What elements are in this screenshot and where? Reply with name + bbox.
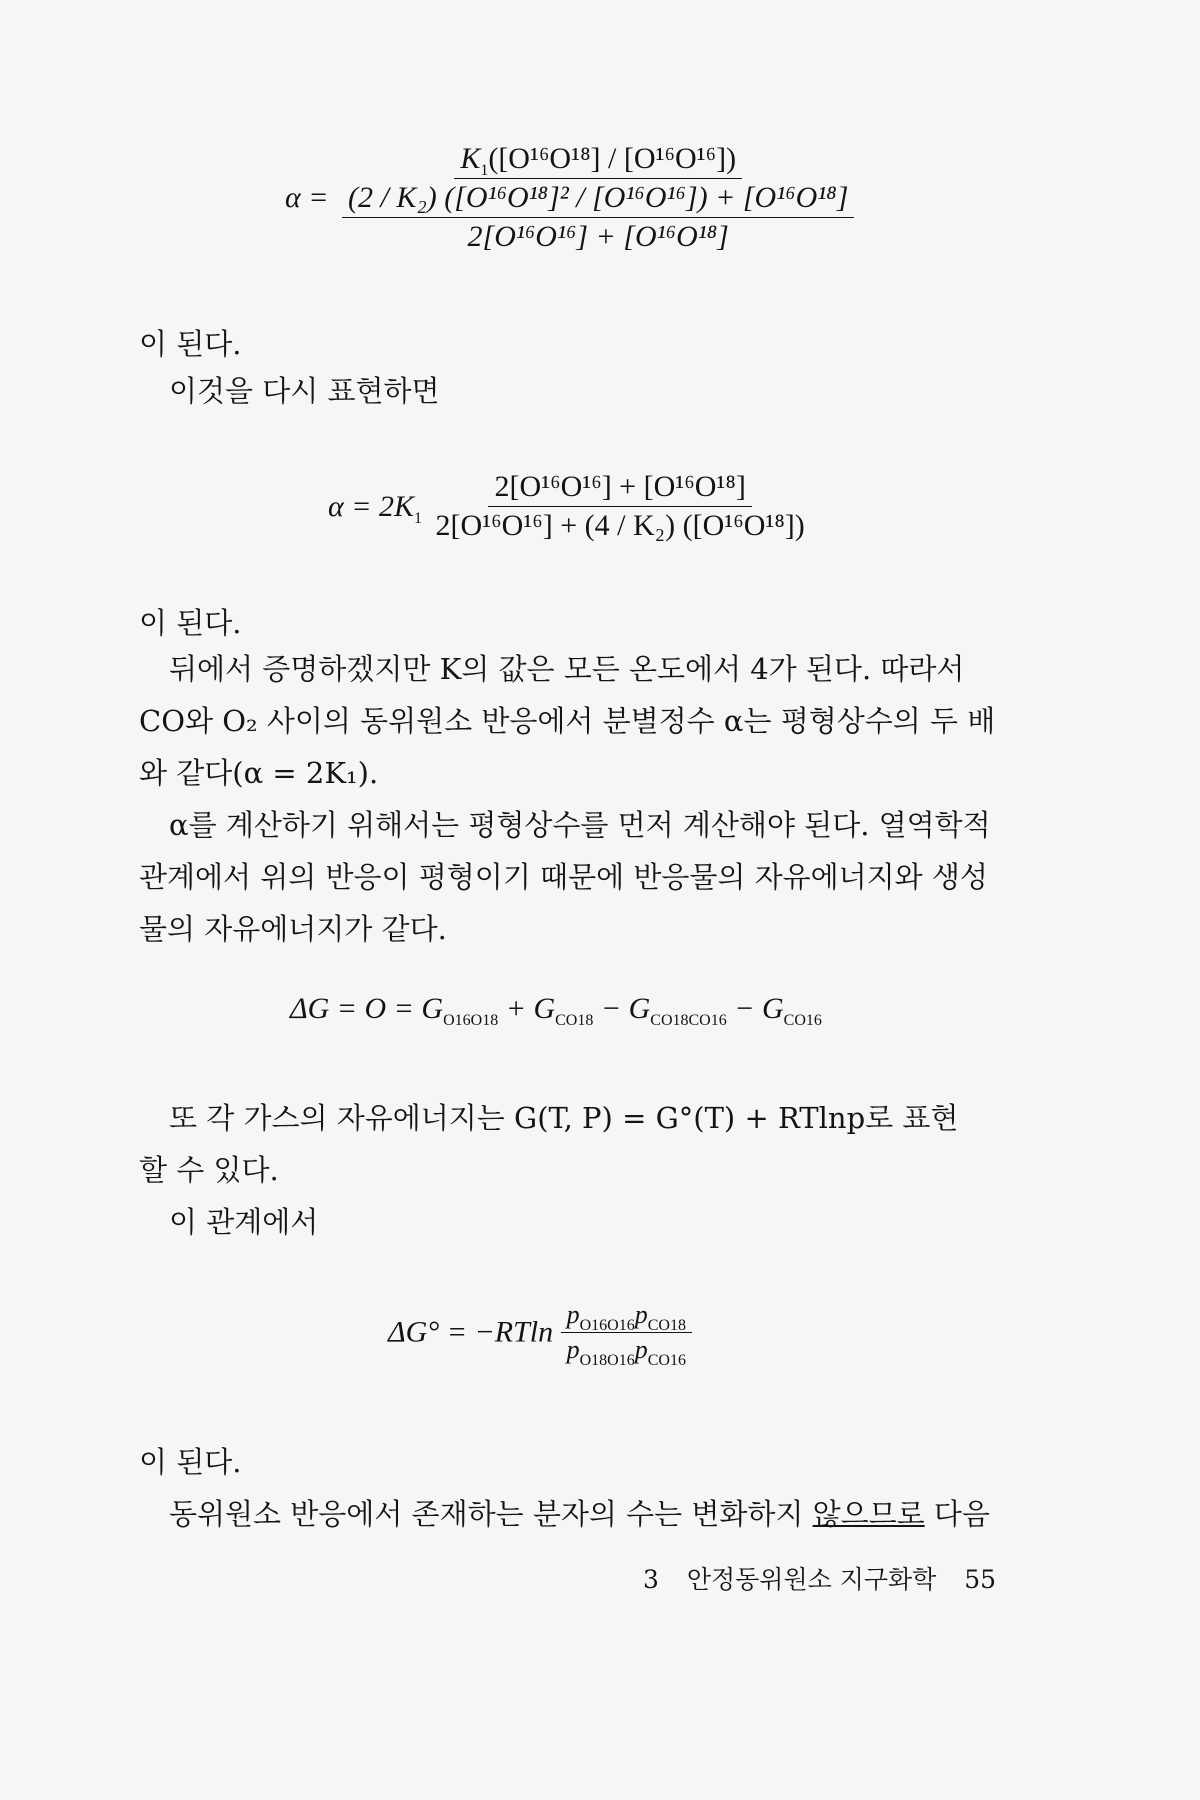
eq4-fraction — [561, 1300, 692, 1369]
underlined-word: 않으므로 — [812, 1497, 925, 1531]
paragraph-4-line-2: CO와 O₂ 사이의 동위원소 반응에서 분별정수 α는 평형상수의 두 배 — [139, 704, 996, 738]
paragraph-5-line-3: 물의 자유에너지가 같다. — [139, 912, 447, 946]
eq2-denominator: 2[O¹⁶O¹⁶] + (4 / K₂) ([O¹⁶O¹⁸]) — [435, 509, 805, 542]
paragraph-1: 이 된다. — [139, 327, 242, 361]
eq1-inner-fraction: $\frac{\text{(2 / K₂) ([O¹⁶O¹⁸]² / [O¹⁶O¹⁶]) + [O¹⁶O¹⁸]}}{\text{2[O¹⁶O¹⁶] + [O¹⁶O¹⁸]}}$ — [342, 181, 854, 254]
eq4-numerator: $p_{O16O16}p_{CO18}$ — [561, 1300, 692, 1333]
equation-alpha-2 — [328, 470, 811, 543]
eq2-numerator: 2[O¹⁶O¹⁶] + [O¹⁶O¹⁸] — [488, 470, 751, 507]
equation-delta-g: $\Delta G = O = G_{O16O18} + G_{CO18} - G_{CO18CO16} - G_{CO16}$ — [290, 992, 822, 1029]
paragraph-6-line-1: 또 각 가스의 자유에너지는 G(T, P) = G°(T) + RTlnp로 표현 — [169, 1101, 959, 1135]
paragraph-4-line-1: 뒤에서 증명하겠지만 K의 값은 모든 온도에서 4가 된다. 따라서 — [169, 652, 965, 686]
page-footer — [643, 1560, 996, 1596]
paragraph-7: 이 관계에서 — [169, 1205, 319, 1239]
eq1-fraction — [336, 142, 860, 254]
paragraph-4-line-3: 와 같다(α = 2K₁). — [139, 756, 379, 790]
paragraph-3: 이 된다. — [139, 606, 242, 640]
paragraph-9: 동위원소 반응에서 존재하는 분자의 수는 변화하지 않으므로 다음 — [169, 1497, 990, 1531]
eq1-lhs: α = — [285, 181, 329, 214]
eq1-numerator: $K_1([O^{16}O^{18}] / [O^{16}O^{16}])$ — [454, 142, 742, 179]
chapter-title: 안정동위원소 지구화학 — [686, 1565, 937, 1594]
eq2-fraction — [430, 470, 811, 543]
equation-delta-g-standard — [388, 1300, 692, 1369]
chapter-number: 3 — [643, 1565, 659, 1594]
eq4-denominator: $p_{O18O16}p_{CO16}$ — [566, 1335, 686, 1369]
paragraph-6-line-2: 할 수 있다. — [139, 1153, 279, 1187]
paragraph-5-line-2: 관계에서 위의 반응이 평형이기 때문에 반응물의 자유에너지와 생성 — [139, 860, 988, 894]
eq2-lhs: $\alpha = 2K_1$ — [328, 489, 423, 527]
paragraph-2: 이것을 다시 표현하면 — [169, 374, 440, 408]
page-number: 55 — [964, 1565, 997, 1594]
equation-alpha-1 — [285, 142, 860, 254]
eq1-denominator — [336, 179, 860, 254]
paragraph-8: 이 된다. — [139, 1445, 242, 1479]
paragraph-5-line-1: α를 계산하기 위해서는 평형상수를 먼저 계산해야 된다. 열역학적 — [169, 808, 991, 842]
eq4-lhs: ΔG° = −RTln — [388, 1315, 554, 1349]
